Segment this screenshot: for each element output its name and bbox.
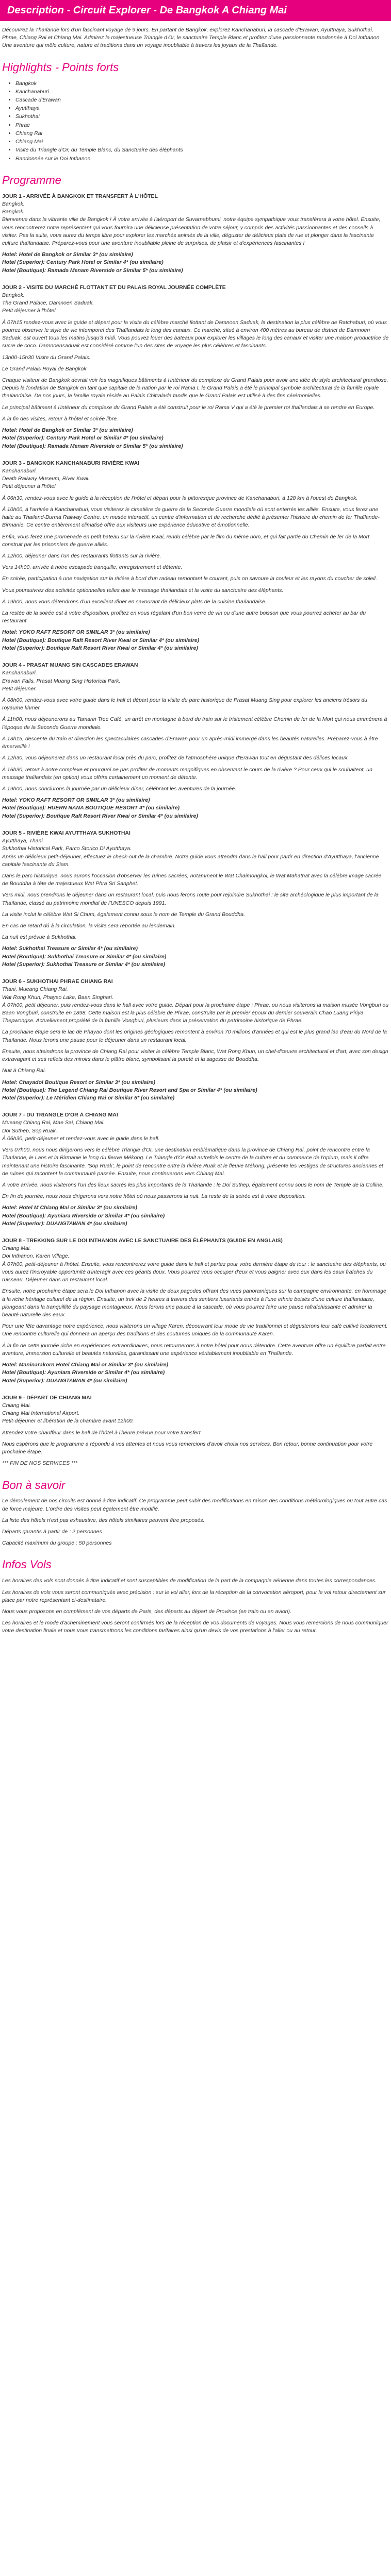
highlights-title: Highlights - Points forts (2, 60, 119, 74)
day-paragraph: En cas de retard dû à la circulation, la visite sera reportée au lendemain. (2, 923, 176, 929)
day-paragraph: La prochaine étape sera le lac de Phayao dont les origines géologiques remontent à environ 70 millions d'années et qui est le plus grand lac d'eau du Nord de la Thaïlande. Nous ferons une pause pour le déjeuner dans un restaurant local. (2, 1029, 387, 1043)
day-paragraph: Le Grand Palais Royal de Bangkok (2, 365, 87, 372)
hotel-list (2, 629, 389, 652)
day-paragraph: Vers 07h00, nous nous dirigerons vers le célèbre Triangle d'Or, une destination emblématique dans la province de Chiang Rai, point de rencontre entre la Thaïlande, le Laos et la Birmanie le long du fleuve Mékong. Le Triangle d'Or était autrefois le centre de la culture et du commerce de l'opium, mais il offre maintenant une histoire fascinante. 'Sop Ruak', le point de rencontre entre la rivière Ruak et le fleuve Mékong, présente les vestiges de structures anciennes et de ruines qui racontent la communauté passée. Ensuite, nous continuerons vers Chiang Mai. (2, 1147, 383, 1177)
good-to-know-section (0, 1497, 391, 1547)
day-place: Kanchanaburi. (2, 467, 37, 474)
day-region: Doi Suthep, Sop Ruak. (2, 1127, 57, 1134)
day-place: Thani, Mueang Chiang Rai. (2, 986, 68, 993)
hotel-list (2, 796, 389, 820)
day-paragraph: À la fin des visites, retour à l'hôtel et soirée libre. (2, 415, 118, 422)
hotel-line: Hotel: Hotel de Bangkok or Similar 3* (ou similaire) (2, 427, 133, 434)
hotel-line: Hotel (Superior): DUANGTAWAN 4* (ou similaire) (2, 1377, 127, 1384)
day-paragraph: À 07h15 rendez-vous avec le guide et départ pour la visite du célèbre marché flottant de Damnoen Saduak, la destination la plus célèbre de Ratchaburi, où vous pourrez observer le style de vie intemporel des Thaïlandais le long des canaux. Ce marché, situé à environ 400 mètres au bureau de district de Damnoen Saduak, est ouvert tous les matins jusqu'à midi. Vous pouvez louer des bateaux pour explorer les villages le long des canaux et visiter une maison productrice de sucre de coco. Damnoensaduak est considéré comme l'un des sites de voyage les plus célèbres et fascinants. (2, 319, 389, 349)
list-item: • Sukhothai (15, 113, 391, 121)
day-paragraph: À 07h00, petit déjeuner, puis rendez-vous dans le hall avec votre guide. Départ pour la prochaine étape : Phrae, ou nous visiterons la maison musée Vongburi ou Baan Vongburi, construite en 1898. Cette maison est la plus célèbre de Phrae, construite par le premier époux du dernier souverain Chao Luang Piriya Thepwongse. Actuellement propriété de la famille Vongburi, plusieurs dans la préservation du patrimoine historique de Phrae. (2, 1002, 389, 1024)
day-region: Wat Rong Khun, Phayao Lake, Baan Singhari. (2, 994, 113, 1001)
day-paragraph: À la fin de cette journée riche en expériences extraordinaires, nous retournerons à notre hôtel pour nous détendre. Cette aventure offre un équilibre parfait entre aventure, immersion culturelle et beautés naturelles, garantissant une expérience véritablement inoubliable en Thaïlande. (2, 1342, 386, 1357)
day-paragraph: Petit déjeuner à l'hôtel (2, 308, 56, 314)
day-paragraph: À votre arrivée, nous visiterons l'un des lieux sacrés les plus importants de la Thaïlande : le Doi Suthep, également connu sous le nom de Temple de la Colline. (2, 1181, 384, 1188)
day-region: Chiang Mai International Airport. (2, 1410, 80, 1417)
hotel-line: Hotel (Superior): Sukhothai Treasure or Similar 4* (ou similaire) (2, 961, 166, 968)
flight-info-section (0, 1577, 391, 1635)
hotel-list (2, 945, 389, 969)
day-paragraph: À 08h00, rendez-vous avec votre guide dans le hall et départ pour la visite du parc historique de Prasat Muang Sing pour explorer les anciens trésors du royaume khmer. (2, 697, 367, 711)
hotel-line: Hotel: Chayadol Boutique Resort or Similar 3* (ou similaire) (2, 1079, 155, 1086)
day-title: JOUR 6 - SUKHOTHAI PHRAE CHIANG RAI (2, 978, 113, 985)
day-paragraph: Enfin, vous ferez une promenade en petit bateau sur la rivière Kwai, rendu célèbre par le film du même nom, et qui fait partie du Chemin de fer de la Mort construit par les prisonniers de guerre alliés. (2, 533, 370, 548)
day-paragraph: Ensuite, nous atteindrons la province de Chiang Rai pour visiter le célèbre Temple Blanc, Wat Rong Khun, un chef-d'œuvre architectural et d'art, avec son design extravagant et ses reflets des miroirs dans le plâtre blanc, symbolisant la pureté et la sagesse de Bouddha. (2, 1048, 388, 1063)
day-paragraph: Nous espérons que le programme a répondu à vos attentes et nous vous remercions d'avoir choisi nos services. Bon retour, bonne continuation pour votre prochaine étape. (2, 1440, 373, 1455)
day-paragraph: À 07h00, petit-déjeuner à l'hôtel. Ensuite, vous rencontrerez votre guide dans le hall et partez pour votre dernière étape du tour : le sanctuaire des éléphants, ou vous aurez l'incroyable opportunité d'interagir avec ces géants doux. Vous pourrez vous occuper d'eux et vous baigner avec eux dans les eaux fraîches du ruisseau. Déjeuner dans un restaurant local. (2, 1261, 386, 1283)
hotel-line: Hotel (Superior): DUANGTAWAN 4* (ou similaire) (2, 1220, 127, 1227)
day-place: Chiang Mai. (2, 1245, 31, 1252)
day-paragraph: 13h00-15h30 Visite du Grand Palais. (2, 354, 91, 361)
hotel-line: Hotel: Hotel M Chiang Mai or Similar 3* (ou similaire) (2, 1205, 137, 1211)
day-paragraph: Ensuite, notre prochaine étape sera le Doi Inthanon avec la visite de deux pagodes offrant des vues panoramiques sur la campagne environnante, en hommage à la riche héritage culturel de la région. Ensuite, un trek de 2 heures à travers des sentiers luxuriants entrés à l'une ethnie boisés d'une culture thaïlandaise, plongeant dans la tranquillité du paysage montagneux. Nous ferons une pause à la cascade, où vous pourrez faire une pause rafraîchissante et admirer la beauté naturelle des eaux. (2, 1288, 386, 1318)
programme-title: Programme (2, 173, 61, 187)
day-paragraph: La nuit est prévue à Sukhothai. (2, 934, 77, 941)
day-paragraph: En fin de journée, nous nous dirigerons vers notre hôtel où nous passerons la nuit. La reste de la soirée est à votre disposition. (2, 1193, 306, 1200)
good-to-know-title: Bon à savoir (2, 1478, 66, 1492)
day-region: Doi Inthanon, Karen Village. (2, 1253, 70, 1260)
hotel-line: Hotel (Boutique): Ramada Menam Riverside or Similar 5* (ou similaire) (2, 443, 183, 449)
hotel-line: Hotel (Boutique): The Legend Chiang Rai Boutique River Resort and Spa or Similar 4* (ou similaire) (2, 1087, 257, 1093)
hotel-line: Hotel (Boutique): Ayuniara Riverside or Similar 4* (ou similaire) (2, 1369, 165, 1376)
flight-info-text: Les horaires de vols vous seront communiqués avec précision : sur le vol aller, lors de la réception de la convocation aéroport, pour le vol retour directement sur place par notre représentant ci-destinataire. (2, 1589, 386, 1603)
day-region: Sukhothai Historical Park, Parco Storico Di Ayutthaya. (2, 845, 132, 852)
day-paragraph: Petit déjeuner. (2, 685, 37, 692)
day-paragraph: À 11h00, nous déjeunerons au Tamarin Tree Café, un arrêt en montagne à bord du train sur le tristement célèbre Chemin de fer de la Mort qui nous emmènera à l'époque de la Seconde Guerre mondiale. (2, 716, 387, 731)
list-item: • Ayutthaya (15, 105, 391, 112)
day-section (0, 662, 391, 820)
day-paragraph: À 06h30, rendez-vous avec le guide à la réception de l'hôtel et départ pour la pittoresque province de Kanchanaburi, à 128 km à l'ouest de Bangkok. (2, 495, 358, 501)
day-place: Bangkok. (2, 200, 25, 207)
list-item: • Visite du Triangle d'Or, du Temple Blanc, du Sanctuaire des éléphants (15, 146, 391, 154)
flight-info-text: Nous vous proposons en complément de vos départs de Paris, des départs au départ de Province (en train ou en avion). (2, 1608, 291, 1615)
day-place: Chiang Mai. (2, 1402, 31, 1409)
day-paragraph: Le principal bâtiment à l'intérieur du complexe du Grand Palais a été construit pour le roi Rama V qui a été le premier roi thaïlandais à se rendre en Europe. (2, 404, 375, 411)
day-title: JOUR 7 - DU TRIANGLE D'OR À CHIANG MAI (2, 1112, 118, 1118)
highlights-list (0, 80, 391, 163)
day-section (0, 193, 391, 275)
day-paragraph: À 19h00, nous conclurons la journée par un délicieux dîner, célébrant les aventures de la journée. (2, 785, 237, 792)
hotel-line: Hotel (Boutique): Sukhothai Treasure or Similar 4* (ou similaire) (2, 953, 167, 960)
hotel-line: Hotel: Sukhothai Treasure or Similar 4* (ou similaire) (2, 945, 138, 952)
day-paragraph: À 13h15, descente du train et direction les spectaculaires cascades d'Erawan pour un après-midi immergé dans les beautés naturelles. Préparez-vous à être émerveillé ! (2, 735, 378, 750)
hotel-line: Hotel (Superior): Boutique Raft Resort River Kwai or Similar 4* (ou similaire) (2, 812, 198, 819)
hotel-line: Hotel: YOKO RAFT RESORT OR SIMILAR 3* (ou similaire) (2, 797, 150, 804)
day-paragraph: Vers 14h00, arrivée à notre escapade tranquille, enregistrement et détente. (2, 564, 183, 571)
hotel-list (2, 427, 389, 450)
good-to-know-text: La liste des hôtels n'est pas exhaustive, des hôtels similaires peuvent être proposés. (2, 1517, 205, 1523)
hotel-line: Hotel: Hotel de Bangkok or Similar 3* (ou similaire) (2, 251, 133, 258)
day-title: JOUR 9 - DÉPART DE CHIANG MAI (2, 1394, 92, 1401)
list-item: • Kanchanaburi (15, 88, 391, 96)
day-paragraph: Vers midi, nous prendrons le déjeuner dans un restaurant local, puis nous ferons route pour rejoindre Sukhothai : le site archéologique le plus important de la Thaïlande, classé au patrimoine mondial de l'UNESCO depuis 1991. (2, 892, 379, 906)
day-paragraph: Vous poursuivrez des activités optionnelles telles que le massage thaïlandais et la visite du sanctuaire des éléphants. (2, 587, 284, 594)
day-paragraph: À 10h00, à l'arrivée à Kanchanaburi, vous visiterez le cimetière de guerre de la Seconde Guerre mondiale où sont enterrés les alliés. Ensuite, vous ferez une halte au Thailand-Burma Railway Centre, un musée interactif, un centre d'information et de recherche dédié à présenter l'histoire du chemin de fer Thaïlande-Birmanie. Ce centre entièrement climatisé offre aux visiteurs une expérience éducative et émotionnelle. (2, 506, 380, 529)
hotel-line: Hotel: Maninarakorn Hotel Chiang Mai or Similar 3* (ou similaire) (2, 1362, 169, 1368)
flight-info-text: Les horaires et le mode d'acheminement vous seront confirmés lors de la réception de vos documents de voyages. Nous vous remercions de nous communiquer votre destination finale et nous vous transmettrons les conditions tarifaires ainsi qu'un devis de vos prestations à l'aller ou au retour. (2, 1620, 388, 1634)
good-to-know-text: Le déroulement de nos circuits est donné à titre indicatif. Ce programme peut subir des modifications en raison des conditions météorologiques ou tout autre cas de force majeure. L'ordre des visites peut également être modifié. (2, 1498, 387, 1512)
day-paragraph: Petit déjeuner à l'hôtel (2, 483, 56, 490)
day-title: JOUR 4 - PRASAT MUANG SIN CASCADES ERAWAN (2, 662, 138, 669)
day-section (0, 1394, 391, 1468)
flight-info-title: Infos Vols (2, 1558, 52, 1571)
day-paragraph: À 06h30, petit-déjeuner et rendez-vous avec le guide dans le hall. (2, 1135, 160, 1142)
day-region: The Grand Palace, Damnoen Saduak. (2, 300, 94, 307)
programme-days (0, 193, 391, 1468)
day-paragraph: À 12h00, déjeuner dans l'un des restaurants flottants sur la rivière. (2, 552, 161, 559)
hotel-line: Hotel (Superior): Le Méridien Chiang Rai or Similar 5* (ou similaire) (2, 1094, 175, 1101)
day-paragraph: Attendez votre chauffeur dans le hall de l'hôtel à l'heure prévue pour votre transfert. (2, 1429, 202, 1436)
day-paragraph: À 16h30, retour à notre complexe et pourquoi ne pas profiter de moments magnifiques en observant le cours de la rivière ? Pour ceux qui le souhaitent, un massage thaïlandais (en option) vous offrira certainement un moment de détente. (2, 766, 372, 781)
day-paragraph: Nuit à Chiang Rai. (2, 1067, 46, 1074)
day-section (0, 1111, 391, 1228)
day-title: JOUR 2 - VISITE DU MARCHÉ FLOTTANT ET DU PALAIS ROYAL JOURNÉE COMPLÈTE (2, 284, 226, 291)
hotel-line: Hotel (Boutique): Boutique Raft Resort River Kwai or Similar 4* (ou similaire) (2, 637, 200, 643)
day-paragraph: Chaque visiteur de Bangkok devrait voir les magnifiques bâtiments à l'intérieur du complexe du Grand Palais pour avoir une idée du style architectural grandiose. Depuis la fondation de Bangkok en tant que capitale de la nation par le roi Rama I, le Grand Palais a été le principal symbole architectural de la famille royale thaïlandaise. De nos jours, la famille royale réside au Palais Chitralada tandis que le Grand Palais est utilisé à des fins cérémonielles. (2, 377, 388, 399)
list-item: • Randonnée sur le Doi Inthanon (15, 155, 391, 163)
page-title: Description - Circuit Explorer - De Bangkok A Chiang Mai (0, 0, 391, 21)
day-paragraph: Petit-déjeuner et libération de la chambre avant 12h00. (2, 1418, 134, 1425)
list-item: • Phrae (15, 122, 391, 129)
day-region: Death Railway Museum, River Kwai. (2, 476, 90, 482)
day-place: Mueang Chiang Rai, Mae Sai, Chiang Mai. (2, 1120, 105, 1126)
hotel-line: Hotel (Boutique): Ayuniara Riverside or Similar 4* (ou similaire) (2, 1212, 165, 1219)
day-title: JOUR 3 - BANGKOK KANCHANABURI RIVIÈRE KWAI (2, 460, 140, 466)
hotel-list (2, 1079, 389, 1103)
day-section (0, 829, 391, 969)
flight-info-text: Les horaires des vols sont donnés à titre indicatif et sont susceptibles de modification de la part de la compagnie aérienne dans toutes les correspondances. (2, 1578, 377, 1584)
day-paragraph: À 19h00, nous vous détendrons d'un excellent dîner en savourant de délicieux plats de la cuisine thaïlandaise. (2, 598, 267, 605)
hotel-line: Hotel: YOKO RAFT RESORT OR SIMILAR 3* (ou similaire) (2, 629, 150, 636)
list-item: • Chiang Mai (15, 138, 391, 146)
day-place: Kanchanaburi. (2, 670, 37, 676)
hotel-line: Hotel (Boutique): HUERN NANA BOUTIQUE RESORT 4* (ou similaire) (2, 805, 180, 811)
day-title: JOUR 8 - TREKKING SUR LE DOI INTHANON AVEC LE SANCTUAIRE DES ÉLÉPHANTS (GUIDE EN ANGLAIS) (2, 1238, 283, 1244)
hotel-line: Hotel (Boutique): Ramada Menam Riverside or Similar 5* (ou similaire) (2, 267, 183, 274)
day-section (0, 978, 391, 1102)
hotel-line: Hotel (Superior): Century Park Hotel or Similar 4* (ou similaire) (2, 435, 164, 442)
day-section (0, 460, 391, 652)
day-paragraph: En soirée, participation à une navigation sur la rivière à bord d'un radeau remontant le courant, puis on savoure la couleur et les rayons du coucher de soleil. (2, 575, 377, 582)
day-paragraph: Pour une fête davantage notre expérience, nous visiterons un village Karen, découvrant leur mode de vie traditionnel et dégusterons leur café cultivé localement. Une rencontre culturelle qui donnera un aperçu des traditions et des coutumes uniques de la communauté Karen. (2, 1323, 388, 1337)
day-paragraph: La visite inclut le célèbre Wat Si Chum, également connu sous le nom de Temple du Grand Bouddha. (2, 911, 246, 918)
day-title: JOUR 1 - ARRIVÉE À BANGKOK ET TRANSFERT À L'HÔTEL (2, 193, 158, 199)
day-paragraph: *** FIN DE NOS SERVICES *** (2, 1460, 78, 1467)
day-paragraph: Bienvenue dans la vibrante ville de Bangkok ! À votre arrivée à l'aéroport de Suvarnabhumi, notre équipe sympathique vous transférera à votre hôtel. Ensuite, vous rencontrerez notre représentant qui vous fournira une délicieuse présentation de votre séjour, y compris des activités passionnantes et des conseils à visiter. Pas la suite, vous aurez du temps libre pour explorer les marchés animés de la ville, déguster de délicieux plats de rue et plonger dans la fascinante culture thaïlandaise. Préparez-vous pour une aventure inoubliable pleine de surprises, de plaisir et d'expériences fascinantes ! (2, 216, 381, 246)
hotel-list (2, 251, 389, 275)
day-region: Erawan Falls, Prasat Muang Sing Historical Park. (2, 677, 121, 684)
day-paragraph: Dans le parc historique, nous aurons l'occasion d'observer les ruines sacrées, notamment le Wat Chaimongkol, le Wat Mahathat avec la célèbre image sacrée de Bouddha à tête de majestueux Wat Phra Sri Sanphet. (2, 872, 382, 887)
day-paragraph: Après un délicieux petit-déjeuner, effectuez le check-out de la chambre. Notre guide vous attendra dans le hall pour partir en direction d'Ayutthaya, l'ancienne capitale fascinante du Siam. (2, 853, 379, 868)
hotel-line: Hotel (Superior): Boutique Raft Resort River Kwai or Similar 4* (ou similaire) (2, 645, 198, 651)
list-item: • Chiang Rai (15, 130, 391, 138)
day-section (0, 284, 391, 450)
day-region: Bangkok. (2, 209, 25, 215)
day-paragraph: La restée de la soirée est à votre disposition, profitez en vous régalant d'un bon verre de vin ou d'une autre boisson que vous pourrez acheter au bar du restaurant. (2, 610, 366, 624)
good-to-know-text: Capacité maximum du groupe : 50 personnes (2, 1540, 112, 1547)
intro-text: Découvrez la Thaïlande lors d'un fascinant voyage de 9 jours. En partant de Bangkok, explorez Kanchanaburi, la cascade d'Erawan, Ayutthaya, Sukhothai, Phrae, Chiang Rai et Chiang Mai. Admirez la majestueuse Triangle d'Or, le sanctuaire Temple Blanc et profitez d'une passionnante randonnée à Doi Inthanon. Une aventure qui mêle culture, nature et traditions dans un voyage inoubliable à travers les joyaux de la Thaïlande. (2, 27, 381, 49)
hotel-line: Hotel (Superior): Century Park Hotel or Similar 4* (ou similaire) (2, 259, 164, 266)
day-title: JOUR 5 - RIVIÈRE KWAI AYUTTHAYA SUKHOTHAI (2, 829, 131, 836)
day-place: Ayutthaya, Thani. (2, 838, 44, 844)
day-paragraph: À 12h30, vous déjeunerez dans un restaurant local près du parc, profitez de l'atmosphère unique d'Erawan tout en dégustant des délices locaux. (2, 755, 349, 761)
good-to-know-text: Départs garantis à partir de : 2 personnes (2, 1529, 102, 1535)
hotel-list (2, 1361, 389, 1385)
day-place: Bangkok. (2, 292, 25, 299)
day-section (0, 1237, 391, 1385)
list-item: • Bangkok (15, 80, 391, 88)
list-item: • Cascade d'Erawan (15, 96, 391, 104)
hotel-list (2, 1204, 389, 1228)
